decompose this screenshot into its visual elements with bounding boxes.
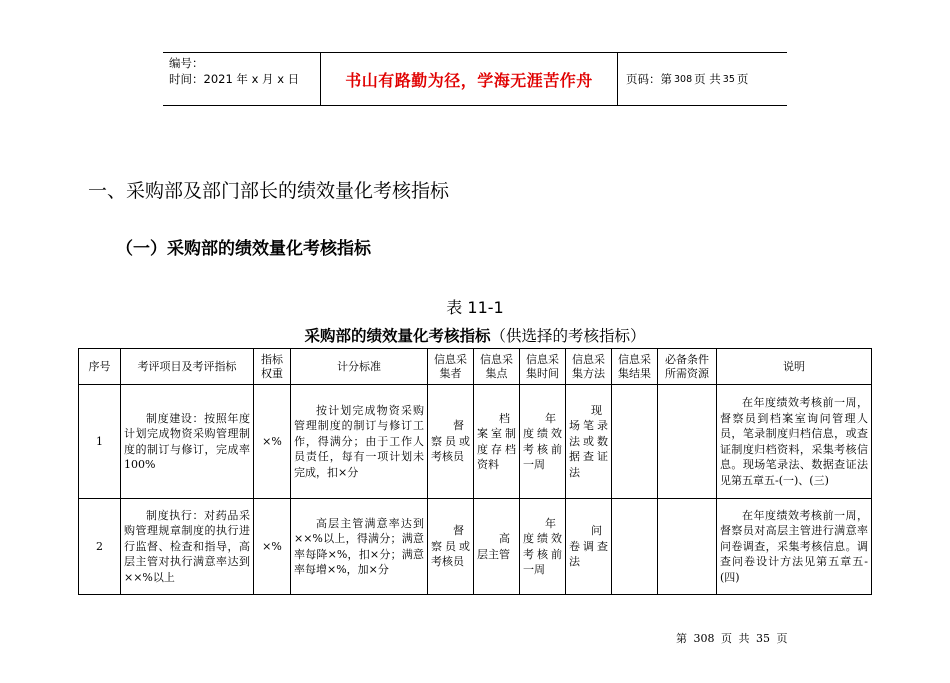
header-cell: 说明 [717,349,872,385]
info-collector: 督察员或考核员 [428,499,474,595]
page-footer: 第 308 页 共 35 页 [676,632,788,645]
info-collection-method: 现场笔录法或数据查证法 [566,385,612,499]
header-cell: 计分标准 [291,349,428,385]
header-cell: 信息采集点 [474,349,520,385]
header-cell: 信息采集结果 [612,349,658,385]
kpi-table [78,348,872,595]
subsection-title: （一）采购部的绩效量化考核指标 [116,239,371,259]
page-suffix: 页 [736,72,749,86]
indicator-weight: ×% [254,499,291,595]
document-date: 时间：2021 年 x 月 x 日 [169,72,300,86]
row-number: 2 [79,499,121,595]
header-cell: 信息采集方法 [566,349,612,385]
section-title: 一、采购部及部门部长的绩效量化考核指标 [88,180,450,202]
header-page-info [618,53,787,105]
page-prefix: 页码：第 [626,72,672,86]
table-title [0,324,950,346]
page-header [163,52,787,106]
explanation: 在年度绩效考核前一周，督察员对高层主管进行满意率问卷调查，采集考核信息。调查问卷设计方法见第五章五-(四) [717,499,872,595]
header-cell: 必备条件所需资源 [658,349,717,385]
header-cell: 考评项目及考评指标 [121,349,254,385]
header-cell: 序号 [79,349,121,385]
info-collection-time: 年度绩效考核前一周 [520,499,566,595]
page-mid: 页 共 [694,72,721,86]
document-number-label: 编号： [169,56,204,70]
header-cell: 指标权重 [254,349,291,385]
table-number: 表 11-1 [446,298,504,317]
indicator-weight: ×% [254,385,291,499]
header-cell: 信息采集时间 [520,349,566,385]
table-title-main: 采购部的绩效量化考核指标 [304,327,491,345]
info-collection-result [612,385,658,499]
table-title-paren: （供选择的考核指标） [490,327,646,345]
table-header-row [79,349,872,385]
page-total: 35 [722,73,735,85]
required-resources [658,385,717,499]
info-collector: 督察员或考核员 [428,385,474,499]
page-number: 308 [674,73,693,85]
info-collection-point: 高层主管 [474,499,520,595]
header-meta [163,53,321,105]
info-collection-point: 档案室制度存档资料 [474,385,520,499]
row-number: 1 [79,385,121,499]
explanation: 在年度绩效考核前一周，督察员到档案室询问管理人员，笔录制度归档信息，或查证制度归档资料，采集考核信息。现场笔录法、数据查证法见第五章五-(一)、(三) [717,385,872,499]
table-row [79,385,872,499]
table-row [79,499,872,595]
evaluation-item: 制度执行：对药品采购管理规章制度的执行进行监督、检查和指导，高层主管对执行满意率达到××%以上 [121,499,254,595]
info-collection-method: 问卷调查法 [566,499,612,595]
info-collection-time: 年度绩效考核前一周 [520,385,566,499]
scoring-standard: 高层主管满意率达到××%以上，得满分；满意率每降×%，扣×分；满意率每增×%，加×分 [291,499,428,595]
header-cell: 信息采集者 [428,349,474,385]
scoring-standard: 按计划完成物资采购管理制度的制订与修订工作，得满分；由于工作人员责任，每有一项计划未完成，扣×分 [291,385,428,499]
required-resources [658,499,717,595]
info-collection-result [612,499,658,595]
evaluation-item: 制度建设：按照年度计划完成物资采购管理制度的制订与修订，完成率 100% [121,385,254,499]
header-motto: 书山有路勤为径，学海无涯苦作舟 [321,53,618,105]
